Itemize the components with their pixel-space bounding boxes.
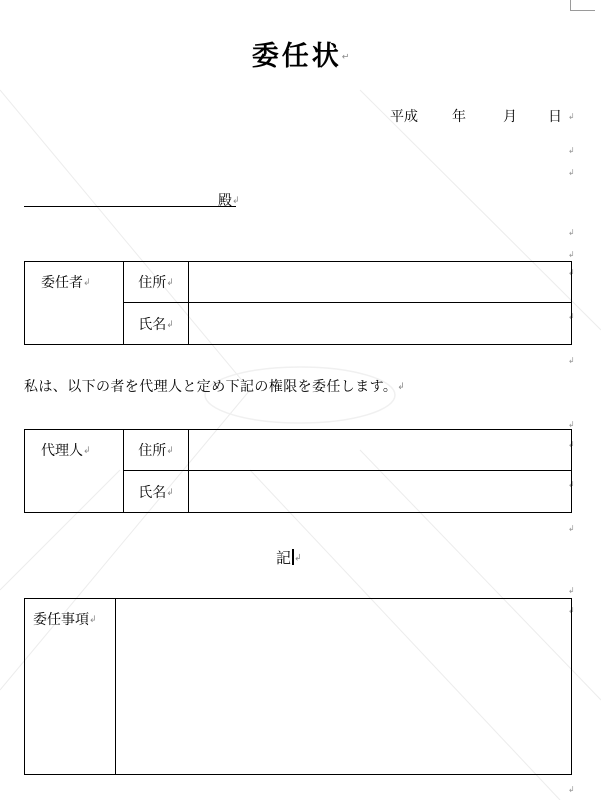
principal-name-field[interactable] (189, 303, 572, 345)
matters-field[interactable] (116, 599, 572, 775)
matters-label-cell (25, 599, 116, 775)
date-month: 月 (503, 109, 517, 125)
date-year: 年 (452, 109, 466, 125)
agent-address-row (25, 430, 572, 471)
ki-heading (276, 547, 302, 568)
agent-table (24, 429, 572, 513)
paragraph-mark: ↲ (568, 168, 575, 177)
principal-address-field[interactable] (189, 262, 572, 303)
paragraph-mark: ↲ (568, 312, 575, 321)
cell-mark: ↲ (166, 446, 174, 456)
cell-mark: ↲ (294, 553, 302, 564)
paragraph-mark: ↲ (568, 250, 575, 259)
agent-name-label: 氏名 (138, 484, 167, 501)
paragraph-mark: ↲ (568, 785, 575, 794)
cell-mark: ↲ (89, 615, 97, 625)
principal-address-label: 住所 (138, 275, 167, 291)
principal-address-row (25, 262, 572, 303)
document-title (0, 34, 601, 73)
paragraph-mark: ↲ (568, 586, 575, 595)
addressee-honorific (218, 190, 240, 210)
paragraph-mark: ↲ (568, 146, 575, 155)
cell-mark: ↲ (166, 487, 174, 498)
watermark-line (0, 90, 250, 390)
paragraph-mark: ↲ (568, 480, 575, 489)
cell-mark: ↲ (166, 278, 174, 288)
paragraph-mark: ↵ (341, 52, 350, 63)
agent-label-cell (25, 430, 124, 513)
principal-name-label: 氏名 (138, 316, 167, 333)
honorific-text: 殿 (218, 193, 232, 209)
principal-label: 委任者 (41, 275, 83, 291)
paragraph-mark: ↲ (568, 606, 575, 615)
matters-row (25, 599, 572, 775)
paragraph-mark: ↲ (568, 228, 575, 237)
paragraph-mark: ↲ (568, 112, 575, 121)
date-era: 平成 (390, 109, 418, 125)
agent-name-field[interactable] (189, 471, 572, 513)
paragraph-mark: ↲ (568, 420, 575, 429)
title-text: 委任状 (251, 41, 342, 72)
principal-name-label-cell (124, 303, 189, 345)
matters-label: 委任事項 (33, 612, 89, 628)
paragraph-mark: ↲ (568, 524, 575, 533)
principal-label-cell (25, 262, 124, 345)
cell-mark: ↲ (166, 319, 174, 330)
addressee-input-line[interactable] (24, 206, 236, 207)
cell-mark: ↲ (83, 446, 91, 456)
agent-address-label-cell (124, 430, 189, 471)
principal-address-label-cell (124, 262, 189, 303)
statement-text: 私は、以下の者を代理人と定め下記の権限を委任します。 (24, 379, 398, 395)
date-day: 日 (548, 109, 562, 125)
paragraph-mark: ↲ (568, 440, 575, 449)
cell-mark: ↲ (83, 278, 91, 288)
agent-address-label: 住所 (138, 443, 167, 459)
delegation-statement (24, 376, 405, 396)
paragraph-mark: ↲ (568, 356, 575, 365)
cell-mark: ↲ (397, 382, 405, 392)
principal-table (24, 261, 572, 345)
agent-name-label-cell (124, 471, 189, 513)
matters-table (24, 598, 572, 775)
agent-label: 代理人 (41, 443, 83, 459)
ki-text: 記 (276, 549, 292, 567)
agent-address-field[interactable] (189, 430, 572, 471)
paragraph-mark: ↲ (568, 268, 575, 277)
cell-mark: ↲ (232, 196, 240, 206)
